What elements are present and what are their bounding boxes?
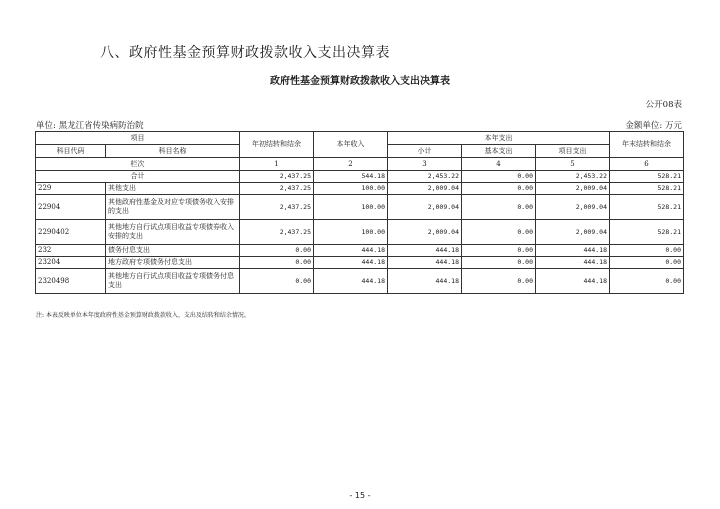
page-number: - 15 - xyxy=(349,491,371,500)
cell-begin: 2,437.25 xyxy=(240,220,314,245)
cell-subtotal: 444.18 xyxy=(388,245,462,257)
amount-unit: 金额单位: 万元 xyxy=(625,121,682,131)
table-row xyxy=(36,220,684,245)
cell-code: 2320498 xyxy=(36,269,106,294)
cell-code: 2290402 xyxy=(36,220,106,245)
header-project: 项目 xyxy=(36,132,240,145)
cell-begin: 2,437.25 xyxy=(240,171,314,183)
table-row xyxy=(36,245,684,257)
document-title: 政府性基金预算财政拨款收入支出决算表 xyxy=(270,76,450,87)
cell-begin: 0.00 xyxy=(240,269,314,294)
cell-end: 0.00 xyxy=(610,257,684,269)
cell-project: 444.18 xyxy=(536,269,610,294)
cell-begin: 2,437.25 xyxy=(240,195,314,220)
table-row xyxy=(36,195,684,220)
cell-end: 528.21 xyxy=(610,220,684,245)
header-basic: 基本支出 xyxy=(462,145,536,158)
column-number: 5 xyxy=(536,158,610,171)
header-income: 本年收入 xyxy=(314,132,388,158)
cell-project: 2,453.22 xyxy=(536,171,610,183)
cell-subtotal: 2,453.22 xyxy=(388,171,462,183)
form-code: 公开08表 xyxy=(645,100,682,110)
header-subtotal: 小计 xyxy=(388,145,462,158)
cell-end: 0.00 xyxy=(610,245,684,257)
cell-project: 444.18 xyxy=(536,257,610,269)
cell-basic: 0.00 xyxy=(462,269,536,294)
cell-income: 100.00 xyxy=(314,183,388,195)
cell-basic: 0.00 xyxy=(462,257,536,269)
cell-project: 444.18 xyxy=(536,245,610,257)
section-heading: 八、政府性基金预算财政拨款收入支出决算表 xyxy=(100,45,390,61)
cell-subtotal: 2,009.04 xyxy=(388,195,462,220)
cell-code: 23204 xyxy=(36,257,106,269)
column-number: 2 xyxy=(314,158,388,171)
cell-subtotal: 2,009.04 xyxy=(388,183,462,195)
cell-name: 其他支出 xyxy=(106,183,240,195)
cell-begin: 2,437.25 xyxy=(240,183,314,195)
total-row xyxy=(36,171,684,183)
cell-begin: 0.00 xyxy=(240,245,314,257)
cell-name: 其他政府性基金及对应专项债务收入安排的支出 xyxy=(106,195,240,220)
header-end-balance: 年末结转和结余 xyxy=(610,132,684,158)
reporting-unit: 单位: 黑龙江省传染病防治院 xyxy=(36,121,144,131)
cell-project: 2,009.04 xyxy=(536,195,610,220)
cell-code: 22904 xyxy=(36,195,106,220)
cell-subtotal: 2,009.04 xyxy=(388,220,462,245)
header-project-exp: 项目支出 xyxy=(536,145,610,158)
cell-basic: 0.00 xyxy=(462,171,536,183)
cell-basic: 0.00 xyxy=(462,245,536,257)
cell-income: 544.18 xyxy=(314,171,388,183)
table-row xyxy=(36,269,684,294)
cell-end: 528.21 xyxy=(610,171,684,183)
cell-subtotal: 444.18 xyxy=(388,257,462,269)
cell-end: 528.21 xyxy=(610,195,684,220)
header-expenditure: 本年支出 xyxy=(388,132,610,145)
header-subject-name: 科目名称 xyxy=(106,145,240,158)
cell-basic: 0.00 xyxy=(462,183,536,195)
header-column-order: 栏次 xyxy=(36,158,240,171)
header-begin-balance: 年初结转和结余 xyxy=(240,132,314,158)
cell-begin: 0.00 xyxy=(240,257,314,269)
cell-name: 地方政府专项债务付息支出 xyxy=(106,257,240,269)
cell-project: 2,009.04 xyxy=(536,183,610,195)
cell-end: 528.21 xyxy=(610,183,684,195)
table-row xyxy=(36,257,684,269)
cell-name: 债务付息支出 xyxy=(106,245,240,257)
cell-basic: 0.00 xyxy=(462,195,536,220)
column-number: 3 xyxy=(388,158,462,171)
table-note: 注: 本表反映单位本年度政府性基金预算财政拨款收入、支出及结转和结余情况。 xyxy=(36,312,250,319)
cell-income: 100.00 xyxy=(314,195,388,220)
cell-income: 100.00 xyxy=(314,220,388,245)
cell-code: 229 xyxy=(36,183,106,195)
cell-name: 其他地方自行试点项目收益专项债券收入安排的支出 xyxy=(106,220,240,245)
report-table xyxy=(35,131,684,294)
cell-income: 444.18 xyxy=(314,257,388,269)
cell-end: 0.00 xyxy=(610,269,684,294)
cell-subtotal: 444.18 xyxy=(388,269,462,294)
column-number: 1 xyxy=(240,158,314,171)
total-label: 合计 xyxy=(36,171,240,183)
column-number: 6 xyxy=(610,158,684,171)
cell-income: 444.18 xyxy=(314,269,388,294)
cell-basic: 0.00 xyxy=(462,220,536,245)
cell-code: 232 xyxy=(36,245,106,257)
cell-project: 2,009.04 xyxy=(536,220,610,245)
column-number: 4 xyxy=(462,158,536,171)
cell-income: 444.18 xyxy=(314,245,388,257)
cell-name: 其他地方自行试点项目收益专项债务付息支出 xyxy=(106,269,240,294)
header-subject-code: 科目代码 xyxy=(36,145,106,158)
table-row xyxy=(36,183,684,195)
